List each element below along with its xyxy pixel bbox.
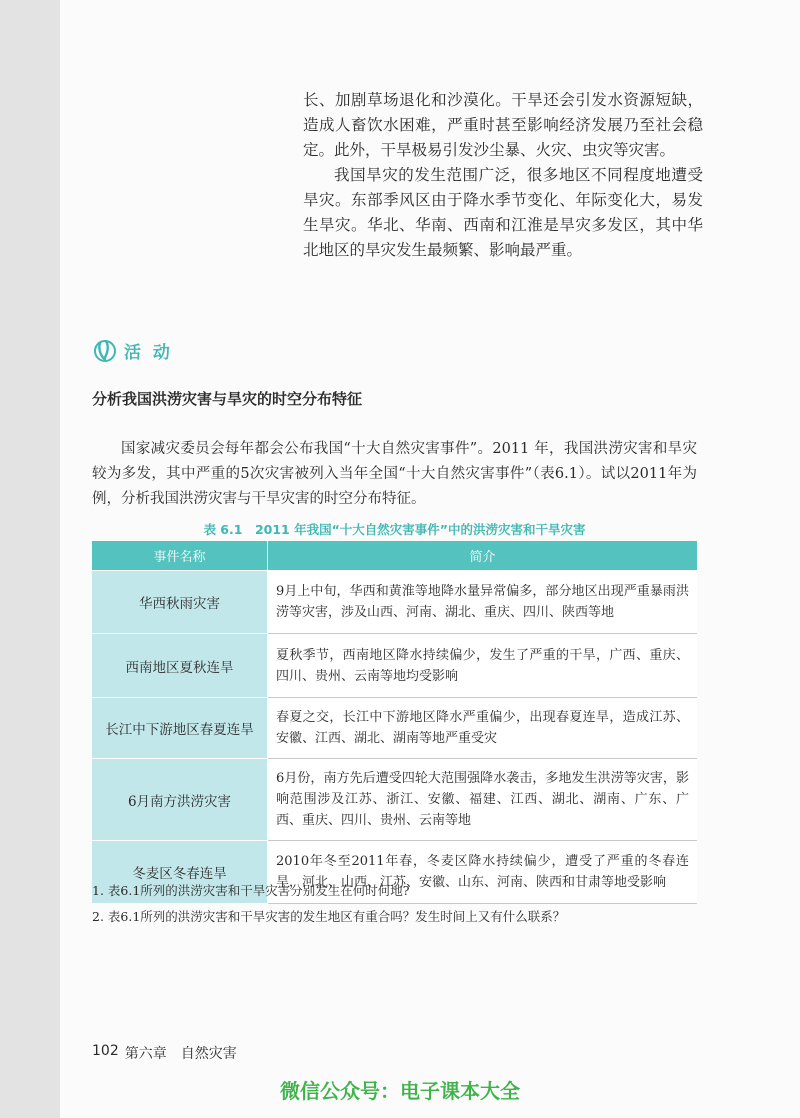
event-name-cell: 6月南方洪涝灾害 bbox=[92, 759, 268, 841]
lead-paragraph: 国家减灾委员会每年都会公布我国“十大自然灾害事件”。2011 年，我国洪涝灾害和旱灾较为多发，其中严重的5次灾害被列入当年全国“十大自然灾害事件”（表6.1）。试以2011年为例，分析我国洪涝灾害与干旱灾害的时空分布特征。 bbox=[92, 441, 697, 507]
intro-text bbox=[303, 88, 703, 263]
chapter-name: 自然灾害 bbox=[180, 1046, 237, 1062]
event-description-cell: 9月上中旬，华西和黄淮等地降水量异常偏多，部分地区出现严重暴雨洪涝等灾害，涉及山西、河南、湖北、重庆、四川、陕西等地 bbox=[268, 571, 698, 634]
header-event-name: 事件名称 bbox=[92, 541, 268, 571]
page-footer bbox=[92, 1043, 237, 1063]
question-list bbox=[92, 878, 565, 930]
activity-label: 活 动 bbox=[124, 342, 173, 363]
intro-paragraph-1: 长、加剧草场退化和沙漠化。干旱还会引发水资源短缺，造成人畜饮水困难，严重时甚至影响经济发展乃至社会稳定。此外，干旱极易引发沙尘暴、火灾、虫灾等灾害。 bbox=[303, 91, 703, 159]
table-caption: 表 6.1 2011 年我国“十大自然灾害事件”中的洪涝灾害和干旱灾害 bbox=[203, 522, 586, 537]
chapter-label: 第六章 bbox=[124, 1046, 167, 1062]
page-margin-band bbox=[0, 0, 60, 1118]
event-description-cell: 春夏之交，长江中下游地区降水严重偏少，出现春夏连旱，造成江苏、安徽、江西、湖北、湖南等地严重受灾 bbox=[268, 698, 698, 759]
question-item: 1. 表6.1所列的洪涝灾害和干旱灾害分别发生在何时何地? bbox=[92, 883, 410, 898]
event-description-cell: 夏秋季节，西南地区降水持续偏少，发生了严重的干旱，广西、重庆、四川、贵州、云南等地均受影响 bbox=[268, 634, 698, 698]
event-name-cell: 西南地区夏秋连旱 bbox=[92, 634, 268, 698]
event-name-cell: 华西秋雨灾害 bbox=[92, 571, 268, 634]
event-name-cell: 冬麦区冬春连旱 bbox=[92, 841, 268, 904]
event-name-cell: 长江中下游地区春夏连旱 bbox=[92, 698, 268, 759]
page-number: 102 bbox=[92, 1043, 119, 1059]
table-row bbox=[92, 634, 697, 698]
intro-paragraph-2: 我国旱灾的发生范围广泛，很多地区不同程度地遭受旱灾。东部季风区由于降水季节变化、年际变化大，易发生旱灾。华北、华南、西南和江淮是旱灾多发区，其中华北地区的旱灾发生最频繁、影响最严重。 bbox=[303, 166, 703, 259]
disaster-table bbox=[92, 541, 697, 904]
disaster-table-grid bbox=[92, 541, 697, 904]
activity-icon bbox=[92, 337, 118, 363]
section-title: 分析我国洪涝灾害与旱灾的时空分布特征 bbox=[92, 390, 363, 408]
question-item: 2. 表6.1所列的洪涝灾害和干旱灾害的发生地区有重合吗？发生时间上又有什么联系？ bbox=[92, 909, 566, 924]
table-row bbox=[92, 759, 697, 841]
watermark-text: 微信公众号：电子课本大全 bbox=[280, 1079, 520, 1103]
activity-header bbox=[92, 337, 173, 363]
table-row bbox=[92, 571, 697, 634]
event-description-cell: 2010年冬至2011年春，冬麦区降水持续偏少，遭受了严重的冬春连旱，河北、山西、江苏、安徽、山东、河南、陕西和甘肃等地受影响 bbox=[268, 841, 698, 904]
event-description-cell: 6月份，南方先后遭受四轮大范围强降水袭击，多地发生洪涝等灾害，影响范围涉及江苏、浙江、安徽、福建、江西、湖北、湖南、广东、广西、重庆、四川、贵州、云南等地 bbox=[268, 759, 698, 841]
table-header-row bbox=[92, 541, 697, 571]
table-row bbox=[92, 698, 697, 759]
header-description: 简介 bbox=[268, 541, 698, 571]
